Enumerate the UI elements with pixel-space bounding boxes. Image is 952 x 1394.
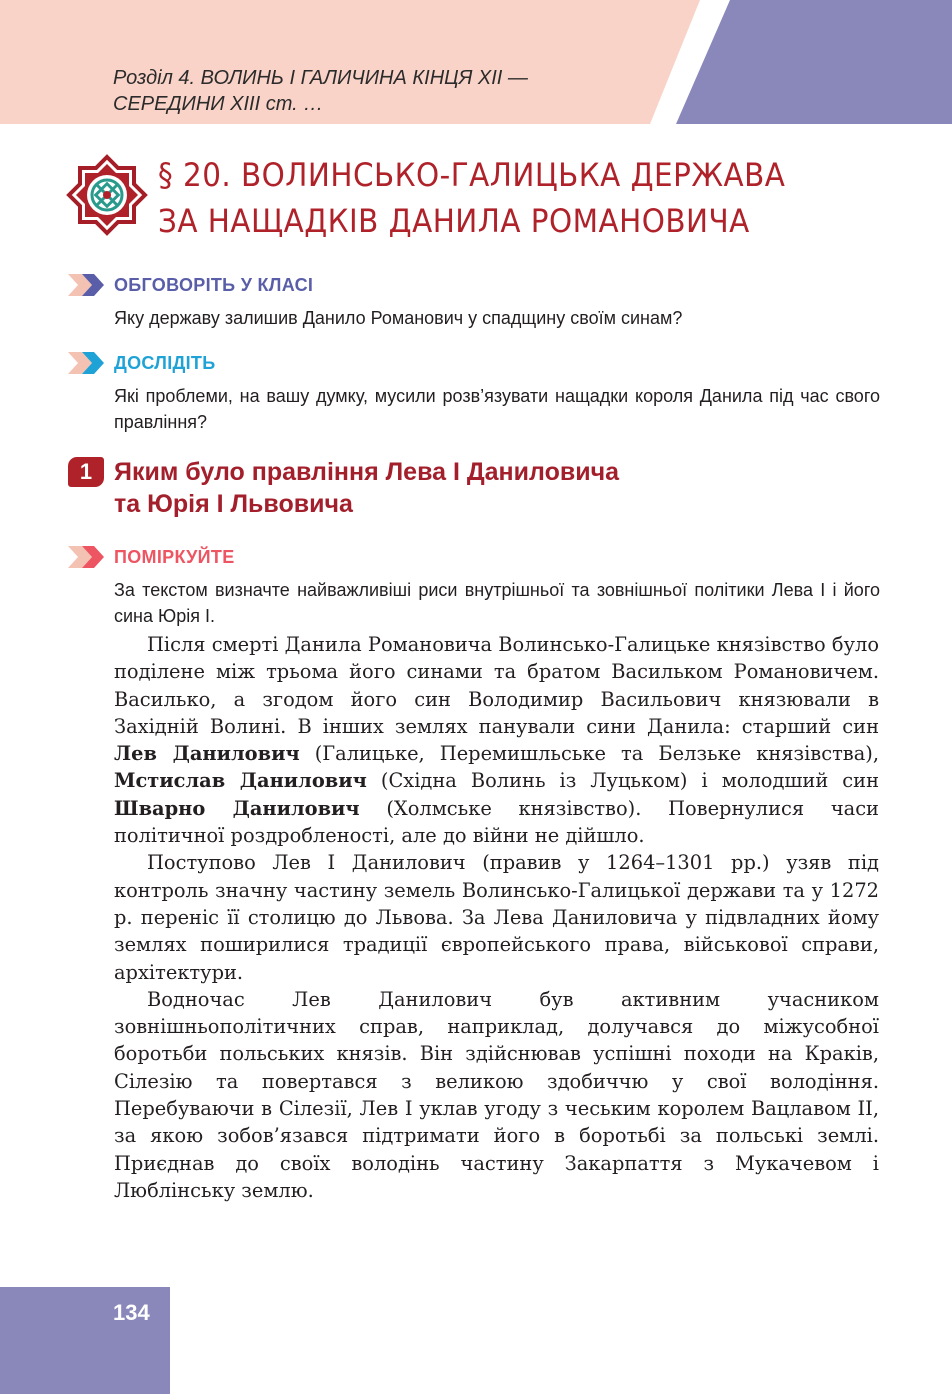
- discuss-label-row: [68, 273, 313, 297]
- chevron-right-icon: [68, 546, 106, 568]
- chapter-title-line2: ЗА НАЩАДКІВ ДАНИЛА РОМАНОВИЧА: [158, 202, 750, 240]
- person-name: Лев Данилович: [114, 742, 300, 766]
- section-heading-line2: та Юрія І Львовича: [114, 490, 353, 518]
- chapter-title: [158, 152, 857, 244]
- page-number: 134: [113, 1300, 150, 1325]
- section-heading: [114, 456, 814, 520]
- person-name: Мстислав Данилович: [114, 769, 367, 793]
- person-name: Шварно Данилович: [114, 796, 360, 820]
- think-task: За текстом визначте найважливіші риси внутрішньої та зовнішньої політики Лева І і його сина Юрія І.: [114, 580, 880, 626]
- chevron-right-icon: [68, 274, 106, 296]
- research-question: Які проблеми, на вашу думку, мусили розв’язувати нащадки короля Данила під час свого правління?: [114, 386, 880, 432]
- running-head-line2: СЕРЕДИНИ ХІІІ ст. …: [113, 93, 324, 115]
- chevron-right-icon: [68, 352, 106, 374]
- running-head-line1: Розділ 4. ВОЛИНЬ І ГАЛИЧИНА КІНЦЯ ХІІ —: [113, 67, 528, 89]
- section-heading-line1: Яким було правління Лева І Даниловича: [114, 458, 620, 486]
- research-label-row: [68, 351, 215, 375]
- body-paragraph: Після смерті Данила Романовича Волинсько-Галицьке князівство було поділене між трьома його синами та братом Васильком Романовичем. Василько, а згодом його син Володимир Васильович князювали в Західній Волині. В інших землях панували сини Данила: старший син Лев Данилович (Галицьке, Перемишльське та Белзьке князівства), Мстислав Данилович (Східна Волинь із Луцьком) і молодший син Шварно Данилович (Холмське князівство). Повернулися часи політичної роздробленості, але до війни не дійшло.: [114, 633, 880, 848]
- celtic-knot-ornament-icon: [66, 154, 148, 236]
- section-number-badge: 1: [68, 457, 104, 487]
- chapter-title-line1: § 20. ВОЛИНСЬКО-ГАЛИЦЬКА ДЕРЖАВА: [158, 156, 786, 194]
- think-label-row: [68, 545, 235, 569]
- discuss-label: ОБГОВОРІТЬ У КЛАСІ: [114, 274, 314, 295]
- body-paragraph: Водночас Лев Данилович був активним учасником зовнішньополітичних справ, наприклад, долучався до міжусобної боротьби польських князів. Він здійснював успішні походи на Краків, Сілезію та повертався з великою здобиччю у свої володіння. Перебуваючи в Сілезії, Лев І уклав угоду з чеським королем Вацлавом ІІ, за якою зобов’язався підтримати його в боротьбі за польські землі. Приєднав до своїх володінь частину Закарпаття з Мукачевом і Люблінську землю.: [114, 987, 879, 1202]
- discuss-question: Яку державу залишив Данило Романович у спадщину своїм синам?: [114, 308, 683, 328]
- running-head: [113, 65, 633, 117]
- research-label: ДОСЛІДІТЬ: [114, 352, 216, 373]
- body-paragraph: Поступово Лев І Данилович (правив у 1264–1301 рр.) узяв під контроль значну частину земель Волинсько-Галицької держави та у 1272 р. переніс її столицю до Львова. За Лева Даниловича у підвладних йому землях поширилися традиції європейського права, військової справи, архітектури.: [114, 851, 879, 984]
- body-text: [114, 631, 879, 1204]
- think-label: ПОМІРКУЙТЕ: [114, 546, 235, 567]
